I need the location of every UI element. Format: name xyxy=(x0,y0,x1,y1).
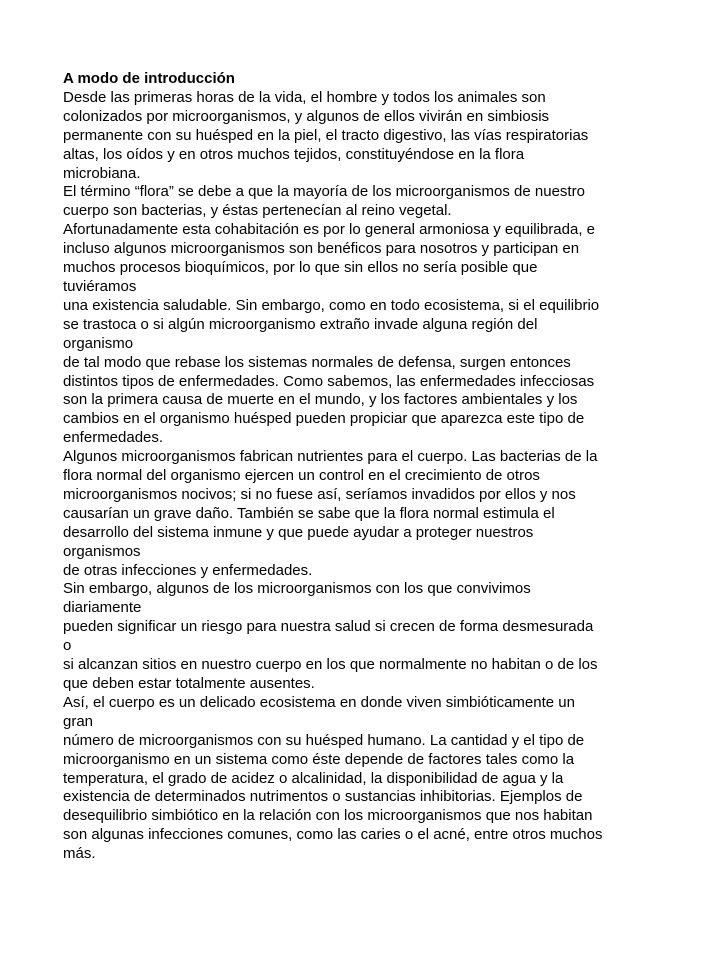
body-line: una existencia saludable. Sin embargo, como en todo ecosistema, si el equilibrio xyxy=(63,296,600,314)
body-line: cuerpo son bacterias, y éstas pertenecían al reino vegetal. xyxy=(63,202,452,220)
document-title: A modo de introducción xyxy=(63,70,235,87)
body-line: tuviéramos xyxy=(63,277,137,295)
body-line: desequilibrio simbiótico en la relación con los microorganismos que nos habitan xyxy=(63,807,593,825)
body-line: Algunos microorganismos fabrican nutrientes para el cuerpo. Las bacterias de la xyxy=(63,448,598,466)
body-line: organismos xyxy=(63,542,141,560)
body-line: cambios en el organismo huésped pueden propiciar que aparezca este tipo de xyxy=(63,410,585,428)
body-line: El término “flora” se debe a que la mayoría de los microorganismos de nuestro xyxy=(63,183,585,201)
body-line: número de microorganismos con su huésped humano. La cantidad y el tipo de xyxy=(63,731,585,749)
body-line: gran xyxy=(63,712,94,730)
body-line: causarían un grave daño. También se sabe que la flora normal estimula el xyxy=(63,504,555,522)
body-line: que deben estar totalmente ausentes. xyxy=(63,675,315,692)
body-line: microorganismos nocivos; si no fuese así, seríamos invadidos por ellos y nos xyxy=(63,485,576,503)
body-line: si alcanzan sitios en nuestro cuerpo en los que normalmente no habitan o de los xyxy=(63,656,598,674)
body-line: Sin embargo, algunos de los microorganismos con los que convivimos xyxy=(63,580,531,598)
body-line: pueden significar un riesgo para nuestra salud si crecen de forma desmesurada xyxy=(63,618,594,636)
body-line: flora normal del organismo ejercen un control en el crecimiento de otros xyxy=(63,467,540,485)
body-line: Desde las primeras horas de la vida, el hombre y todos los animales son xyxy=(63,88,546,106)
body-line: temperatura, el grado de acidez o alcalinidad, la disponibilidad de agua y la xyxy=(63,769,564,787)
document-page xyxy=(63,70,663,864)
body-line: enfermedades. xyxy=(63,429,164,447)
body-line: microbiana. xyxy=(63,164,141,182)
body-line: más. xyxy=(63,845,96,863)
body-line: muchos procesos bioquímicos, por lo que sin ellos no sería posible que xyxy=(63,259,538,277)
body-line: de tal modo que rebase los sistemas normales de defensa, surgen entonces xyxy=(63,353,571,371)
body-line: desarrollo del sistema inmune y que puede ayudar a proteger nuestros xyxy=(63,523,534,541)
body-line: colonizados por microorganismos, y algunos de ellos vivirán en simbiosis xyxy=(63,107,550,125)
body-line: altas, los oídos y en otros muchos tejidos, constituyéndose en la flora xyxy=(63,145,525,163)
body-line: Así, el cuerpo es un delicado ecosistema en donde viven simbióticamente un xyxy=(63,693,575,711)
body-line: microorganismo en un sistema como éste depende de factores tales como la xyxy=(63,750,575,768)
body-line: incluso algunos microorganismos son benéficos para nosotros y participan en xyxy=(63,240,580,258)
body-line: se trastoca o si algún microorganismo extraño invade alguna región del xyxy=(63,315,538,333)
body-line: de otras infecciones y enfermedades. xyxy=(63,561,313,579)
document-body xyxy=(63,89,663,864)
body-line: distintos tipos de enfermedades. Como sabemos, las enfermedades infecciosas xyxy=(63,372,595,390)
body-line: existencia de determinados nutrimentos o sustancias inhibitorias. Ejemplos de xyxy=(63,788,583,806)
body-line: diariamente xyxy=(63,599,142,617)
body-line: permanente con su huésped en la piel, el tracto digestivo, las vías respiratorias xyxy=(63,126,589,144)
body-line: son algunas infecciones comunes, como las caries o el acné, entre otros muchos xyxy=(63,826,603,844)
body-line: son la primera causa de muerte en el mundo, y los factores ambientales y los xyxy=(63,391,578,409)
body-line: organismo xyxy=(63,334,134,352)
body-line: Afortunadamente esta cohabitación es por lo general armoniosa y equilibrada, e xyxy=(63,221,596,239)
body-line: o xyxy=(63,637,72,655)
